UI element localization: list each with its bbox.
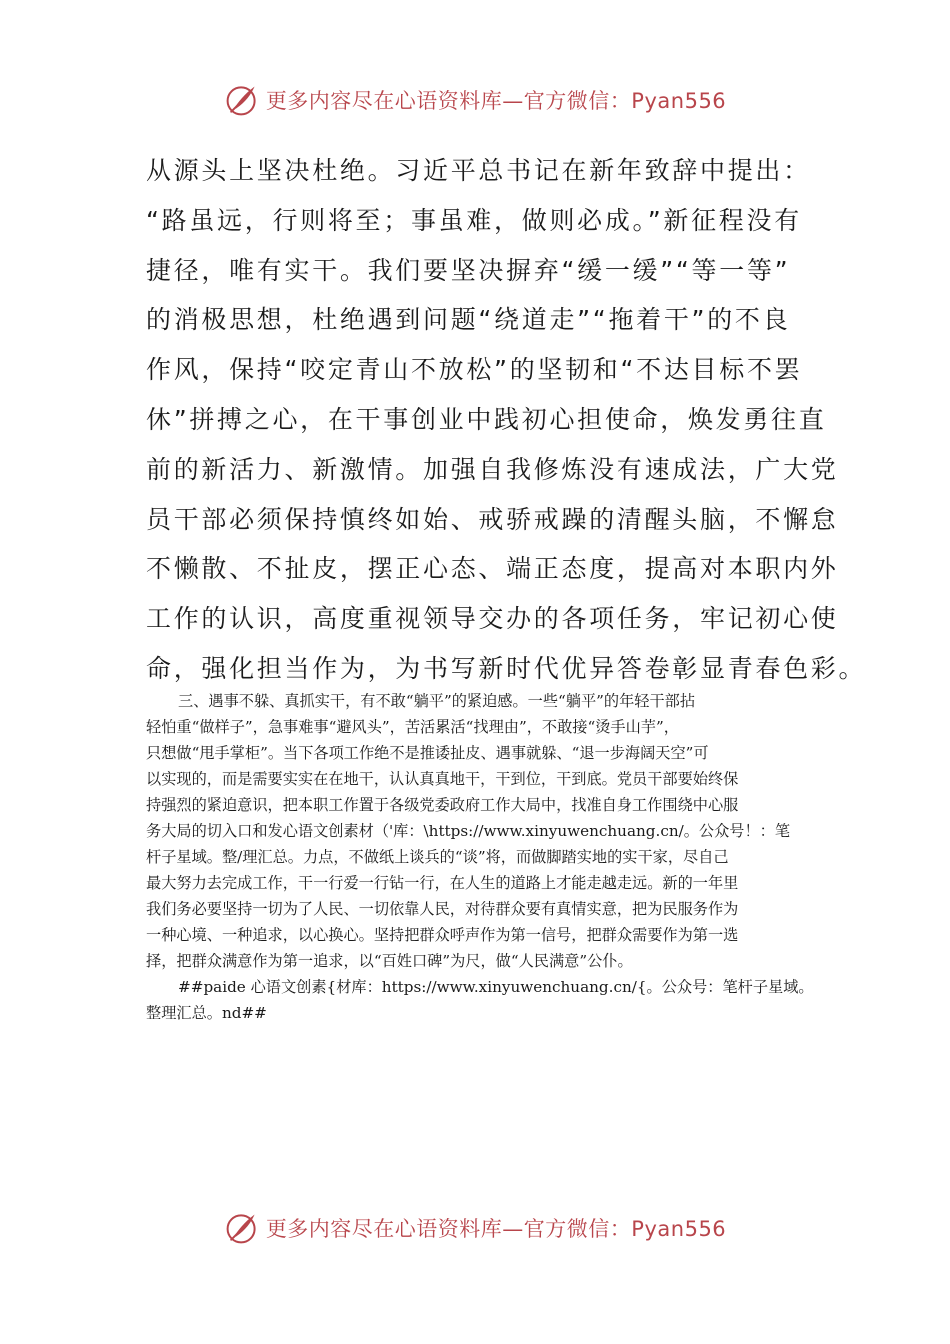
text-line: 员干部必须保持慎终如始、戒骄戒躁的清醒头脑，不懈怠 [146, 504, 839, 534]
header-banner-text: 更多内容尽在心语资料库—官方微信：Pyan556 [265, 89, 727, 113]
text-line: 务大局的切入口和发心语文创素材（'库：\https://www.xinyuwenchuang.cn/。公众号！：笔 [146, 822, 791, 840]
text-line: 从源头上坚决杜绝。习近平总书记在新年致辞中提出： [146, 156, 811, 185]
text-line: 择，把群众满意作为第一追求，以“百姓口碑”为尺，做“人民满意”公仆。 [146, 952, 633, 970]
text-line: 作风，保持“咬定青山不放松”的坚韧和“不达目标不罢 [146, 355, 803, 385]
footer-banner [0, 1210, 950, 1246]
text-line: 不懒散、不扯皮，摆正心态、端正态度，提高对本职内外 [146, 554, 839, 584]
text-line: 只想做“甩手掌柜”。当下各项工作绝不是推诿扯皮、遇事就躲、“退一步海阔天空”可 [146, 744, 709, 762]
text-line: 整理汇总。nd## [146, 1004, 267, 1022]
text-line: 命，强化担当作为，为书写新时代优异答卷彰显青春色彩。 [146, 653, 867, 683]
text-line: 我们务必要坚持一切为了人民、一切依靠人民，对待群众要有真情实意，把为民服务作为 [146, 900, 739, 918]
text-line: 杆子星域。整/理汇总。力点，不做纸上谈兵的“谈”将，而做脚踏实地的实干家，尽自己 [146, 848, 729, 866]
text-line: 三、遇事不躲、真抓实干，有不敢“躺平”的紧迫感。一些“躺平”的年轻干部拈 [178, 692, 696, 710]
body-small-text [146, 688, 818, 1026]
text-line: 前的新活力、新激情。加强自我修炼没有速成法，广大党 [146, 454, 839, 484]
footer-banner-text: 更多内容尽在心语资料库—官方微信：Pyan556 [265, 1217, 727, 1241]
text-line: “路虽远，行则将至；事虽难，做则必成。”新征程没有 [146, 205, 802, 235]
text-line: 以实现的，而是需要实实在在地干，认认真真地干，干到位，干到底。党员干部要始终保 [146, 770, 739, 788]
text-line: 工作的认识，高度重视领导交办的各项任务，牢记初心使 [146, 604, 839, 634]
text-line: 轻怕重“做样子”，急事难事“避风头”，苦活累活“找理由”，不敢接“烫手山芋”， [146, 718, 679, 736]
text-line: 捷径，唯有实干。我们要坚决摒弃“缓一缓”“等一等” [146, 255, 791, 285]
header-banner [0, 82, 950, 118]
text-line: 休”拼搏之心，在干事创业中践初心担使命，焕发勇往直 [146, 404, 827, 434]
text-line: 最大努力去完成工作，干一行爱一行钻一行，在人生的道路上才能走越走远。新的一年里 [146, 874, 739, 892]
text-line: 的消极思想，杜绝遇到问题“绕道走”“拖着干”的不良 [146, 305, 791, 335]
text-line: 持强烈的紧迫意识，把本职工作置于各级党委政府工作大局中，找准自身工作围绕中心服 [146, 796, 739, 814]
body-large-text [146, 146, 867, 694]
text-line: 一种心境、一种追求，以心换心。坚持把群众呼声作为第一信号，把群众需要作为第一选 [146, 926, 739, 944]
text-line: ##paide 心语文创素{材库：https://www.xinyuwenchuang.cn/{。公众号：笔杆子星域。 [178, 978, 814, 996]
quill-logo-icon [224, 1210, 260, 1246]
quill-logo-icon [224, 82, 260, 118]
